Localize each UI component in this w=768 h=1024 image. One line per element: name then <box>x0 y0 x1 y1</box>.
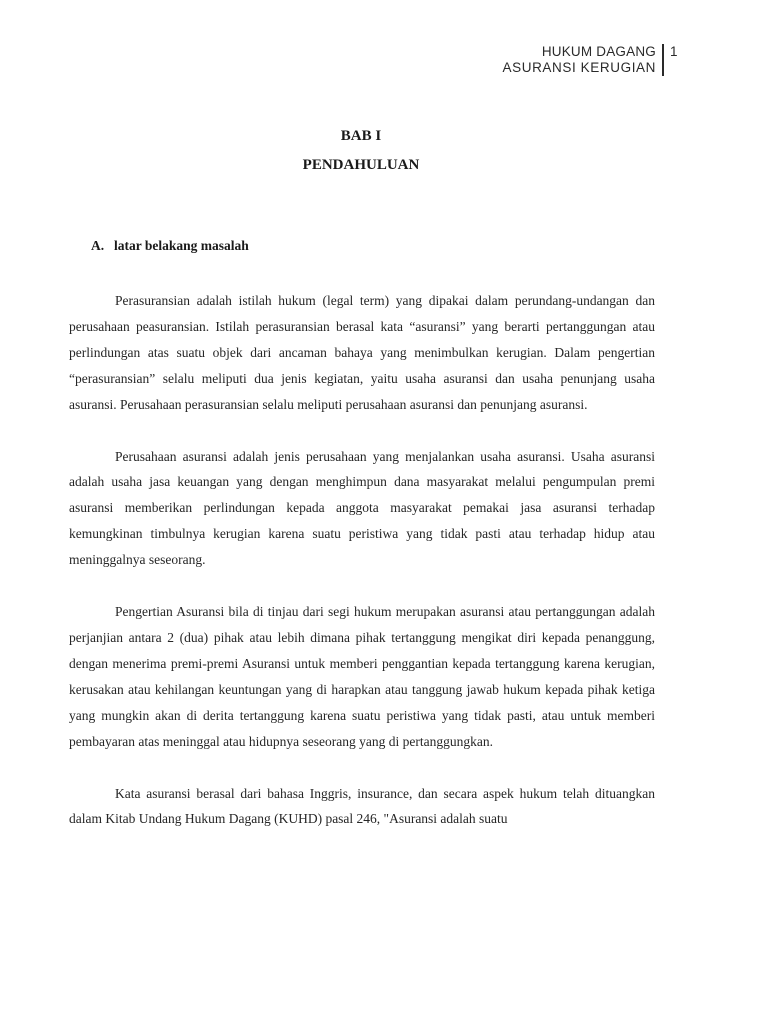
paragraph: Perasuransian adalah istilah hukum (legal term) yang dipakai dalam perundang-undangan dan perusahaan peasuransian. Istilah perasuransian berasal kata “asuransi” yang berarti pertanggungan atau perlindungan atas suatu objek dari ancaman bahaya yang menimbulkan kerugian. Dalam pengertian “perasuransian” selalu meliputi dua jenis kegiatan, yaitu usaha asuransi dan usaha penunjang usaha asuransi. Perusahaan perasuransian selalu meliputi perusahaan asuransi dan penunjang asuransi. <box>69 293 655 412</box>
paragraph: Pengertian Asuransi bila di tinjau dari segi hukum merupakan asuransi atau pertanggungan adalah perjanjian antara 2 (dua) pihak atau lebih dimana pihak tertanggung mengikat diri kepada penanggung, dengan menerima premi-premi Asuransi untuk memberi penggantian kepada tertanggung karena kerugian, kerusakan atau kehilangan keuntungan yang di harapkan atau tanggung jawab hukum kepada pihak ketiga yang mungkin akan di derita tertanggung karena suatu peristiwa yang tidak pasti, atau untuk memberi pembayaran atas meninggal atau hidupnya seseorang yang di pertanggungkan. <box>69 604 655 749</box>
section-title: latar belakang masalah <box>114 238 249 253</box>
header-subject: HUKUM DAGANG <box>541 44 656 59</box>
section-number: A. <box>91 238 105 253</box>
running-header <box>503 44 664 76</box>
body-text <box>69 288 655 858</box>
header-topic: ASURANSI KERUGIAN <box>502 60 656 75</box>
paragraph: Kata asuransi berasal dari bahasa Inggris, insurance, dan secara aspek hukum telah dituangkan dalam Kitab Undang Hukum Dagang (KUHD) pasal 246, "Asuransi adalah suatu <box>69 785 655 827</box>
section-heading <box>91 238 249 254</box>
paragraph: Perusahaan asuransi adalah jenis perusahaan yang menjalankan usaha asuransi. Usaha asuransi adalah usaha jasa keuangan yang dengan menghimpun dana masyarakat melalui pengumpulan premi asuransi memberikan perlindungan kepada anggota masyarakat pemakai jasa asuransi terhadap kemungkinan timbulnya kerugian karena suatu peristiwa yang tidak pasti atau terhadap hidup atau meninggalnya seseorang. <box>69 448 655 568</box>
page-number: 1 <box>670 44 678 59</box>
chapter-number: BAB I <box>340 128 382 144</box>
chapter-title: PENDAHULUAN <box>302 157 420 173</box>
